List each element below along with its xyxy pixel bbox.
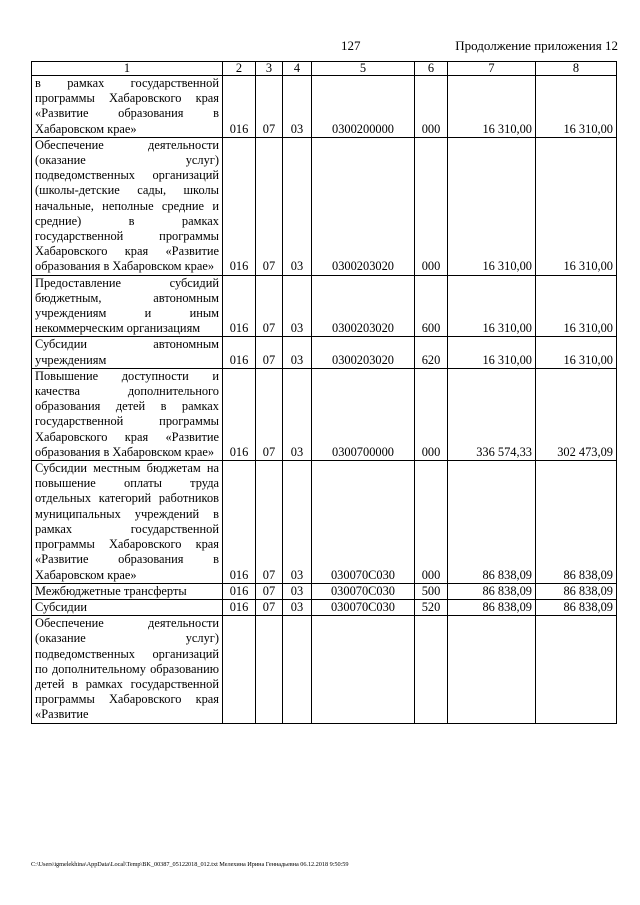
target-code-cell: 0300203020 bbox=[312, 137, 415, 275]
subsection-code-cell: 03 bbox=[283, 461, 312, 584]
table-row bbox=[32, 461, 617, 584]
table-row bbox=[32, 337, 617, 368]
target-code-cell: 030070С030 bbox=[312, 461, 415, 584]
row-name-cell: Субсидии местным бюджетам на повышение оплаты труда отдельных категорий работников муниципальных учреждений в рамках государственной программы Хабаровского края «Развитие образования в Хабаровском крае» bbox=[32, 461, 223, 584]
subsection-code-cell: 03 bbox=[283, 275, 312, 337]
target-code-cell: 0300200000 bbox=[312, 76, 415, 138]
table-row bbox=[32, 76, 617, 138]
amount-col7-cell: 16 310,00 bbox=[448, 275, 536, 337]
table-row bbox=[32, 275, 617, 337]
section-code-cell: 07 bbox=[256, 76, 283, 138]
column-header: 6 bbox=[415, 62, 448, 76]
subsection-code-cell: 03 bbox=[283, 599, 312, 615]
amount-col8-cell: 16 310,00 bbox=[536, 275, 617, 337]
amount-col8-cell: 86 838,09 bbox=[536, 583, 617, 599]
column-header-row bbox=[32, 62, 617, 76]
column-header: 3 bbox=[256, 62, 283, 76]
amount-col7-cell: 86 838,09 bbox=[448, 599, 536, 615]
column-header: 2 bbox=[223, 62, 256, 76]
page-number: 127 bbox=[341, 38, 361, 53]
section-code-cell: 07 bbox=[256, 599, 283, 615]
table-row bbox=[32, 599, 617, 615]
amount-col7-cell: 336 574,33 bbox=[448, 368, 536, 460]
table-row bbox=[32, 368, 617, 460]
column-header: 1 bbox=[32, 62, 223, 76]
row-name-cell: Обеспечение деятельности (оказание услуг) подведомственных организаций (школы-детские сады, школы начальные, неполные средние и средние) в рамках государственной программы Хабаровского края «Развитие образования в Хабаровском крае» bbox=[32, 137, 223, 275]
row-name-cell: Субсидии автономным учреждениям bbox=[32, 337, 223, 368]
amount-col8-cell: 302 473,09 bbox=[536, 368, 617, 460]
target-code-cell: 030070С030 bbox=[312, 599, 415, 615]
expense-type-cell: 000 bbox=[415, 137, 448, 275]
ministry-code-cell: 016 bbox=[223, 583, 256, 599]
amount-col8-cell: 86 838,09 bbox=[536, 599, 617, 615]
subsection-code-cell: 03 bbox=[283, 76, 312, 138]
target-code-cell: 0300203020 bbox=[312, 337, 415, 368]
subsection-code-cell: 03 bbox=[283, 583, 312, 599]
section-code-cell: 07 bbox=[256, 583, 283, 599]
amount-col7-cell: 86 838,09 bbox=[448, 461, 536, 584]
target-code-cell bbox=[312, 616, 415, 723]
subsection-code-cell: 03 bbox=[283, 368, 312, 460]
budget-table bbox=[31, 61, 617, 724]
row-name-cell: Обеспечение деятельности (оказание услуг) подведомственных организаций по дополнительному образованию детей в рамках государственной программы Хабаровского края «Развитие bbox=[32, 616, 223, 723]
ministry-code-cell: 016 bbox=[223, 368, 256, 460]
section-code-cell: 07 bbox=[256, 461, 283, 584]
row-name-cell: Межбюджетные трансферты bbox=[32, 583, 223, 599]
amount-col8-cell: 16 310,00 bbox=[536, 337, 617, 368]
target-code-cell: 0300203020 bbox=[312, 275, 415, 337]
amount-col8-cell: 16 310,00 bbox=[536, 137, 617, 275]
subsection-code-cell bbox=[283, 616, 312, 723]
row-name-cell: Повышение доступности и качества дополнительного образования детей в рамках государственной программы Хабаровского края «Развитие образования в Хабаровском крае» bbox=[32, 368, 223, 460]
subsection-code-cell: 03 bbox=[283, 137, 312, 275]
section-code-cell: 07 bbox=[256, 368, 283, 460]
ministry-code-cell: 016 bbox=[223, 137, 256, 275]
table-row bbox=[32, 616, 617, 723]
ministry-code-cell: 016 bbox=[223, 599, 256, 615]
subsection-code-cell: 03 bbox=[283, 337, 312, 368]
row-name-cell: Субсидии bbox=[32, 599, 223, 615]
ministry-code-cell: 016 bbox=[223, 461, 256, 584]
expense-type-cell: 500 bbox=[415, 583, 448, 599]
expense-type-cell: 520 bbox=[415, 599, 448, 615]
column-header: 4 bbox=[283, 62, 312, 76]
section-code-cell: 07 bbox=[256, 137, 283, 275]
amount-col7-cell: 86 838,09 bbox=[448, 583, 536, 599]
column-header: 7 bbox=[448, 62, 536, 76]
amount-col7-cell: 16 310,00 bbox=[448, 76, 536, 138]
section-code-cell bbox=[256, 616, 283, 723]
column-header: 8 bbox=[536, 62, 617, 76]
row-name-cell: в рамках государственной программы Хабаровского края «Развитие образования в Хабаровском крае» bbox=[32, 76, 223, 138]
amount-col7-cell: 16 310,00 bbox=[448, 137, 536, 275]
amount-col7-cell bbox=[448, 616, 536, 723]
expense-type-cell: 000 bbox=[415, 461, 448, 584]
file-path-footer: C:\Users\igmelekhina\AppData\Local\Temp\BK_00387_05122018_012.txt Мелехина Ирина Геннадьевна 06.12.2018 9:50:59 bbox=[31, 861, 349, 868]
ministry-code-cell: 016 bbox=[223, 337, 256, 368]
amount-col8-cell: 16 310,00 bbox=[536, 76, 617, 138]
ministry-code-cell: 016 bbox=[223, 76, 256, 138]
section-code-cell: 07 bbox=[256, 337, 283, 368]
amount-col8-cell: 86 838,09 bbox=[536, 461, 617, 584]
target-code-cell: 0300700000 bbox=[312, 368, 415, 460]
ministry-code-cell bbox=[223, 616, 256, 723]
table-row bbox=[32, 137, 617, 275]
row-name-cell: Предоставление субсидий бюджетным, автономным учреждениям и иным некоммерческим организациям bbox=[32, 275, 223, 337]
expense-type-cell: 000 bbox=[415, 76, 448, 138]
expense-type-cell: 600 bbox=[415, 275, 448, 337]
target-code-cell: 030070С030 bbox=[312, 583, 415, 599]
expense-type-cell: 620 bbox=[415, 337, 448, 368]
expense-type-cell: 000 bbox=[415, 368, 448, 460]
table-row bbox=[32, 583, 617, 599]
ministry-code-cell: 016 bbox=[223, 275, 256, 337]
amount-col8-cell bbox=[536, 616, 617, 723]
column-header: 5 bbox=[312, 62, 415, 76]
appendix-label: Продолжение приложения 12 bbox=[455, 38, 618, 53]
section-code-cell: 07 bbox=[256, 275, 283, 337]
amount-col7-cell: 16 310,00 bbox=[448, 337, 536, 368]
expense-type-cell bbox=[415, 616, 448, 723]
